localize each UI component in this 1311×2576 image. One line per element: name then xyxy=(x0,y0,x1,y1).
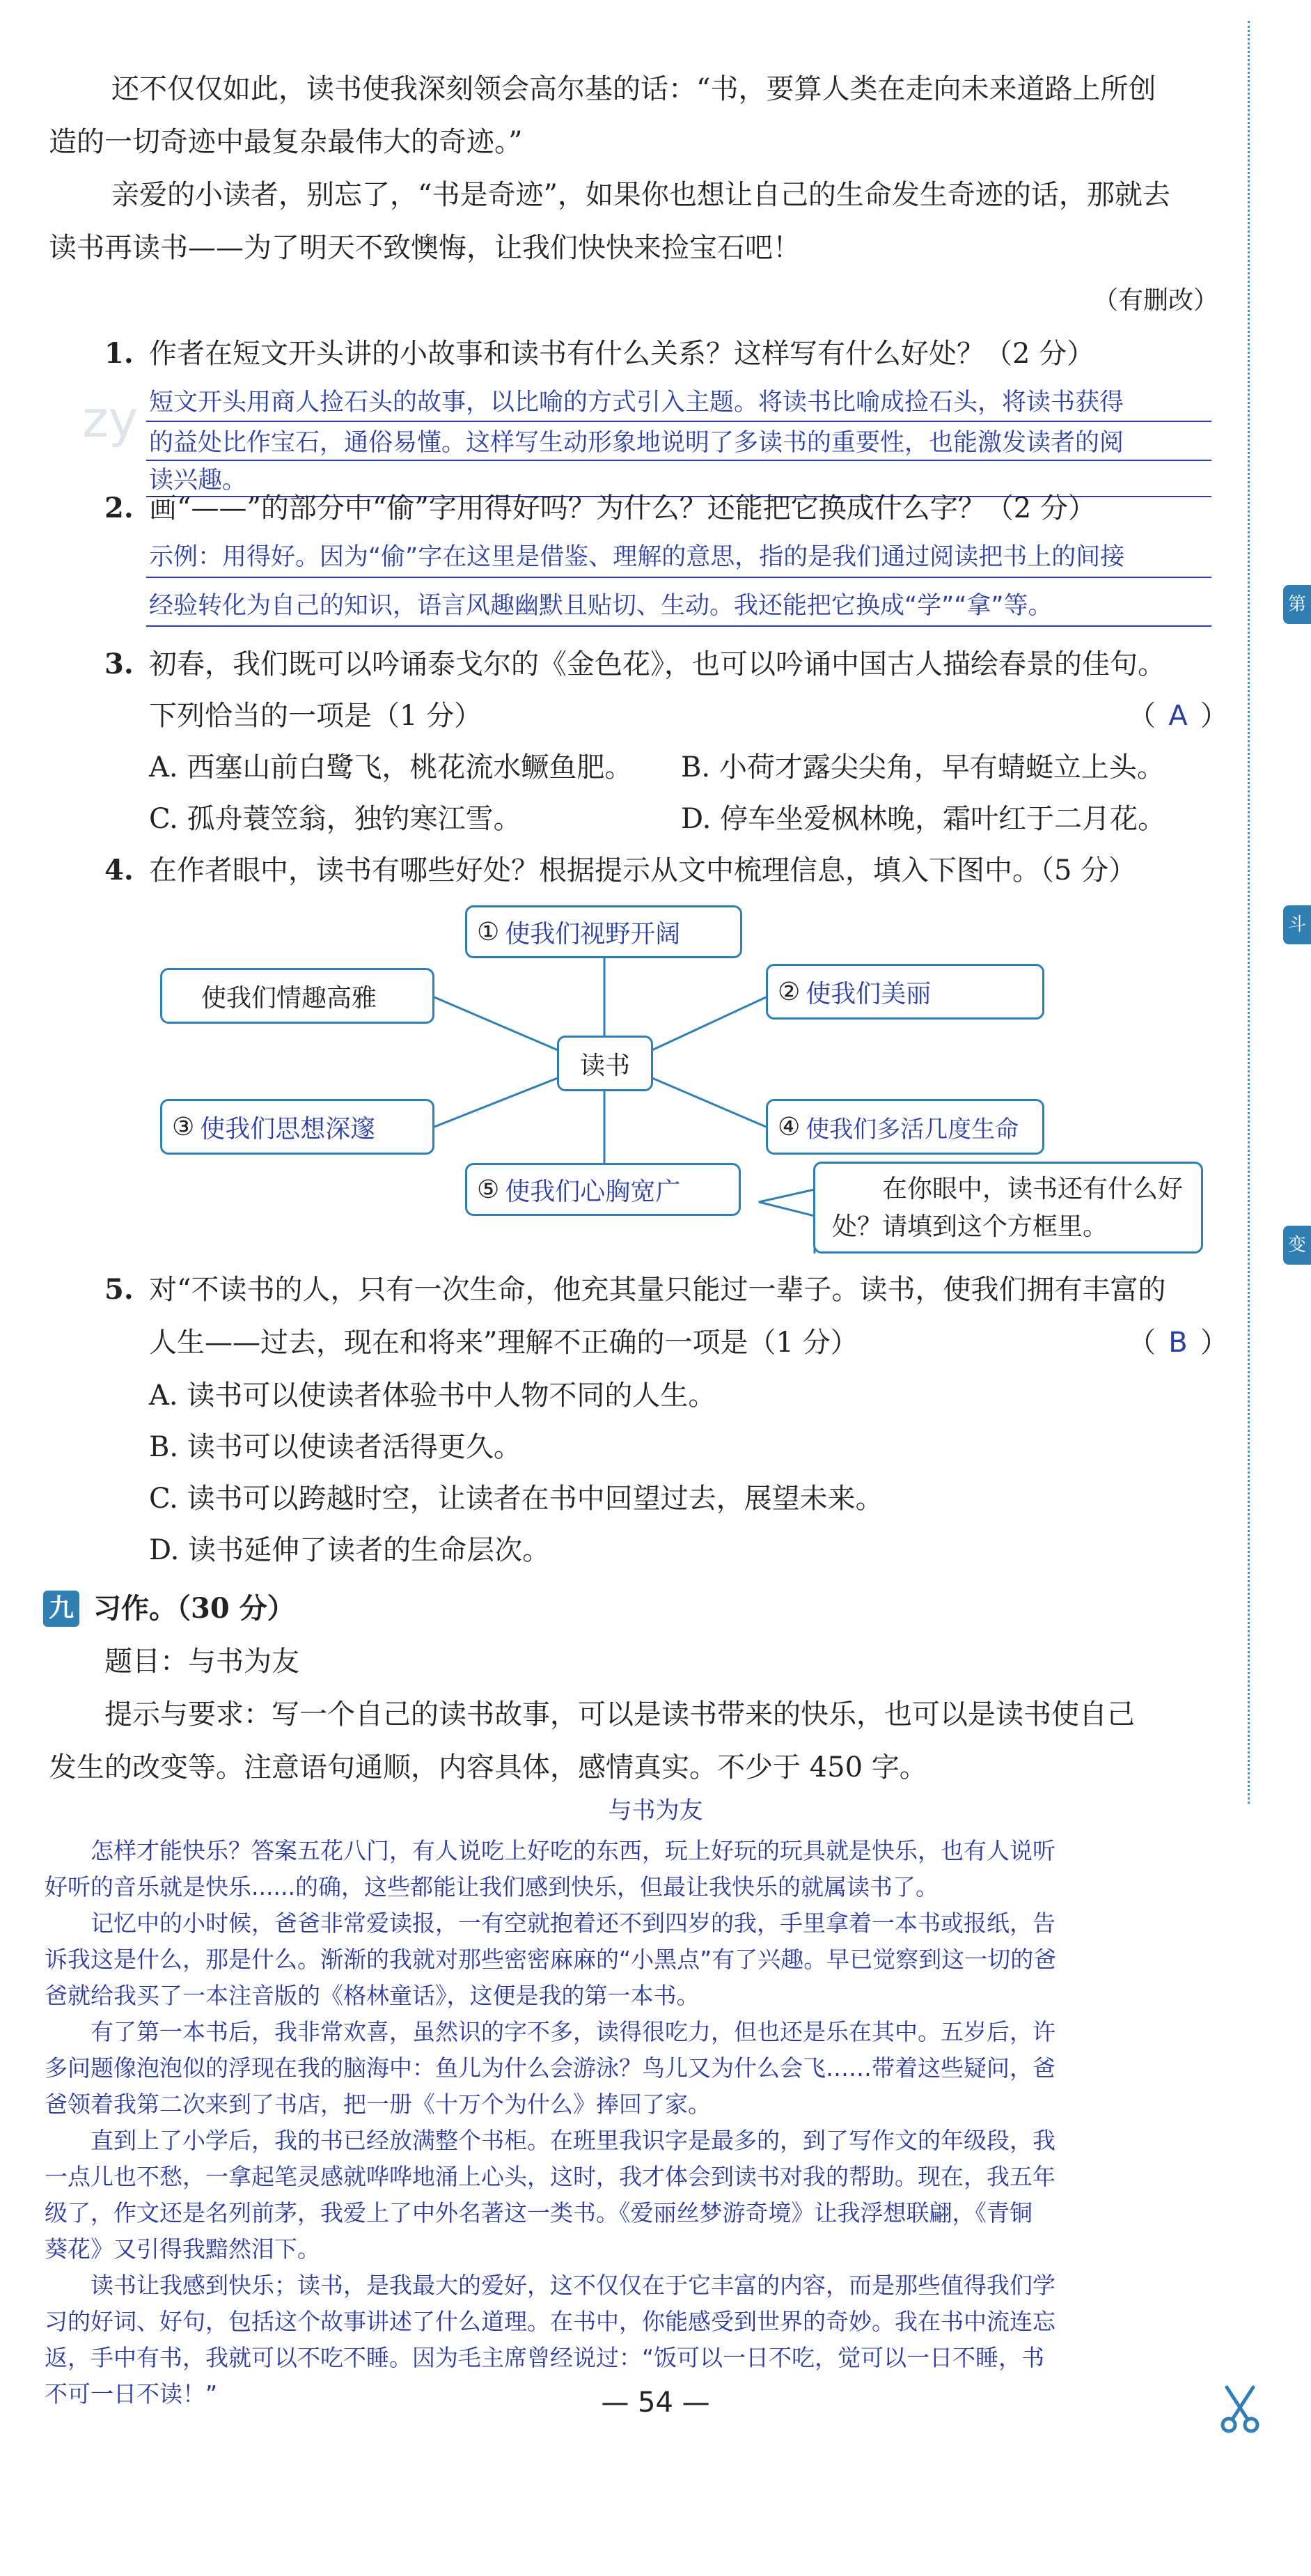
essay-line: 好听的音乐就是快乐......的确，这些都能让我们感到快乐，但最让我快乐的就属读书了。 xyxy=(45,1873,939,1900)
essay-requirements: 提示与要求：写一个自己的读书故事，可以是读书带来的快乐，也可以是读书使自己 xyxy=(104,1699,1135,1731)
option: B. 读书可以使读者活得更久。 xyxy=(149,1431,521,1463)
question-number: 1. xyxy=(104,337,134,370)
question-number: 5. xyxy=(104,1273,134,1306)
essay-line: 有了第一本书后，我非常欢喜，虽然识的字不多，读得很吃力，但也还是乐在其中。五岁后，许 xyxy=(91,2018,1055,2045)
answer-bracket: （ A ） xyxy=(1128,700,1228,732)
section-badge: 九 xyxy=(43,1591,79,1627)
scissors-icon xyxy=(1217,2384,1263,2435)
callout-text: 在你眼中，读书还有什么好 xyxy=(882,1175,1184,1203)
mindmap-node-1: ① 使我们视野开阔 xyxy=(465,905,742,958)
essay-line: 爸就给我买了一本注音版的《格林童话》，这便是我的第一本书。 xyxy=(45,1982,700,2009)
essay-line: 一点儿也不愁，一拿起笔灵感就哗哗地涌上心头，这时，我才体会到读书对我的帮助。现在，我五年 xyxy=(45,2163,1055,2190)
essay-line: 习的好词、好句，包括这个故事讲述了什么道理。在书中，你能感受到世界的奇妙。我在书中流连忘 xyxy=(45,2308,1055,2335)
side-tab: 变 xyxy=(1283,1226,1311,1265)
side-tab: 斗 xyxy=(1283,905,1311,944)
question-number: 4. xyxy=(104,854,134,887)
question-text: 画“——”的部分中“偷”字用得好吗？为什么？还能把它换成什么字？（2 分） xyxy=(149,492,1096,524)
side-tab: 第 xyxy=(1283,585,1311,624)
essay-line: 葵花》又引得我黯然泪下。 xyxy=(45,2235,320,2263)
mindmap-center: 读书 xyxy=(557,1036,653,1091)
question-text: 下列恰当的一项是（1 分） xyxy=(149,700,482,732)
callout-box xyxy=(813,1162,1203,1254)
choice-answer: B xyxy=(1168,1327,1188,1359)
mindmap-node-given: 使我们情趣高雅 xyxy=(160,968,434,1024)
answer-line: 读兴趣。 xyxy=(149,467,247,494)
question-text: 人生——过去，现在和将来”理解不正确的一项是（1 分） xyxy=(149,1327,858,1359)
question-text: 作者在短文开头讲的小故事和读书有什么关系？这样写有什么好处？（2 分） xyxy=(149,338,1095,370)
page-number: — 54 — xyxy=(601,2387,710,2419)
mindmap-node-2: ② 使我们美丽 xyxy=(766,964,1044,1020)
essay-line: 记忆中的小时候，爸爸非常爱读报，一有空就抱着还不到四岁的我，手里拿着一本书或报纸，告 xyxy=(91,1910,1055,1937)
mindmap-node-5: ⑤ 使我们心胸宽广 xyxy=(465,1163,741,1216)
mindmap-node-4: ④ 使我们多活几度生命 xyxy=(766,1099,1044,1155)
callout-text: 处？请填到这个方框里。 xyxy=(832,1212,1108,1241)
answer-line: 经验转化为自己的知识，语言风趣幽默且贴切、生动。我还能把它换成“学”“拿”等。 xyxy=(149,592,1053,620)
option: D. 读书延伸了读者的生命层次。 xyxy=(149,1534,551,1566)
question-text: 对“不读书的人，只有一次生命，他充其量只能过一辈子。读书，使我们拥有丰富的 xyxy=(149,1274,1166,1306)
essay-line: 诉我这是什么，那是什么。渐渐的我就对那些密密麻麻的“小黑点”有了兴趣。早已觉察到这一切的爸 xyxy=(45,1946,1057,1973)
option: C. 读书可以跨越时空，让读者在书中回望过去，展望未来。 xyxy=(149,1483,884,1515)
essay-line: 不可一日不读！” xyxy=(45,2380,218,2407)
essay-line: 怎样才能快乐？答案五花八门，有人说吃上好吃的东西，玩上好玩的玩具就是快乐，也有人说听 xyxy=(91,1837,1055,1864)
answer-line: 示例：用得好。因为“偷”字在这里是借鉴、理解的意思，指的是我们通过阅读把书上的间接 xyxy=(149,543,1125,571)
question-text: 在作者眼中，读书有哪些好处？根据提示从文中梳理信息，填入下图中。（5 分） xyxy=(149,854,1137,887)
option: B. 小荷才露尖尖角，早有蜻蜓立上头。 xyxy=(681,751,1165,783)
essay-line: 爸领着我第二次来到了书店，把一册《十万个为什么》捧回了家。 xyxy=(45,2091,711,2118)
watermark: zy xyxy=(82,390,139,448)
passage-line: 读书再读书——为了明天不致懊悔，让我们快快来捡宝石吧！ xyxy=(49,232,801,264)
essay-line: 直到上了小学后，我的书已经放满整个书柜。在班里我识字是最多的，到了写作文的年级段，我 xyxy=(91,2127,1055,2154)
mindmap-node-3: ③ 使我们思想深邃 xyxy=(160,1099,434,1155)
essay-line: 返，手中有书，我就可以不吃不睡。因为毛主席曾经说过：“饭可以一日不吃，觉可以一日不睡，书 xyxy=(45,2344,1045,2371)
option: D. 停车坐爱枫林晚，霜叶红于二月花。 xyxy=(681,803,1166,835)
essay-requirements: 发生的改变等。注意语句通顺，内容具体，感情真实。不少于 450 字。 xyxy=(49,1751,927,1783)
choice-answer: A xyxy=(1168,700,1188,732)
section-title: 习作。（30 分） xyxy=(93,1592,295,1625)
passage-line: 还不仅仅如此，读书使我深刻领会高尔基的话：“书，要算人类在走向未来道路上所创 xyxy=(111,73,1156,105)
option: A. 读书可以使读者体验书中人物不同的人生。 xyxy=(149,1380,716,1412)
question-number: 2. xyxy=(104,492,134,524)
essay-line: 读书让我感到快乐；读书，是我最大的爱好，这不仅仅在于它丰富的内容，而是那些值得我们学 xyxy=(91,2272,1055,2299)
question-number: 3. xyxy=(104,648,134,680)
question-text: 初春，我们既可以吟诵泰戈尔的《金色花》，也可以吟诵中国古人描绘春景的佳句。 xyxy=(149,648,1165,680)
answer-line: 的益处比作宝石，通俗易懂。这样写生动形象地说明了多读书的重要性，也能激发读者的阅 xyxy=(149,429,1124,457)
essay-line: 多问题像泡泡似的浮现在我的脑海中：鱼儿为什么会游泳？鸟儿又为什么会飞……带着这些疑问，爸 xyxy=(45,2054,1055,2082)
answer-bracket: （ B ） xyxy=(1128,1327,1228,1359)
essay-title: 与书为友 xyxy=(608,1797,703,1825)
essay-topic: 题目：与书为友 xyxy=(104,1646,299,1678)
passage-line: 造的一切奇迹中最复杂最伟大的奇迹。” xyxy=(49,126,523,158)
source-note: （有删改） xyxy=(1093,286,1219,315)
option: A. 西塞山前白鹭飞，桃花流水鳜鱼肥。 xyxy=(149,751,633,783)
answer-line: 短文开头用商人捡石头的故事，以比喻的方式引入主题。将读书比喻成捡石头，将读书获得 xyxy=(149,389,1124,416)
passage-line: 亲爱的小读者，别忘了，“书是奇迹”，如果你也想让自己的生命发生奇迹的话，那就去 xyxy=(111,179,1170,211)
option: C. 孤舟蓑笠翁，独钓寒江雪。 xyxy=(149,803,521,835)
essay-line: 级了，作文还是名列前茅，我爱上了中外名著这一类书。《爱丽丝梦游奇境》让我浮想联翩，《青铜 xyxy=(45,2199,1033,2226)
